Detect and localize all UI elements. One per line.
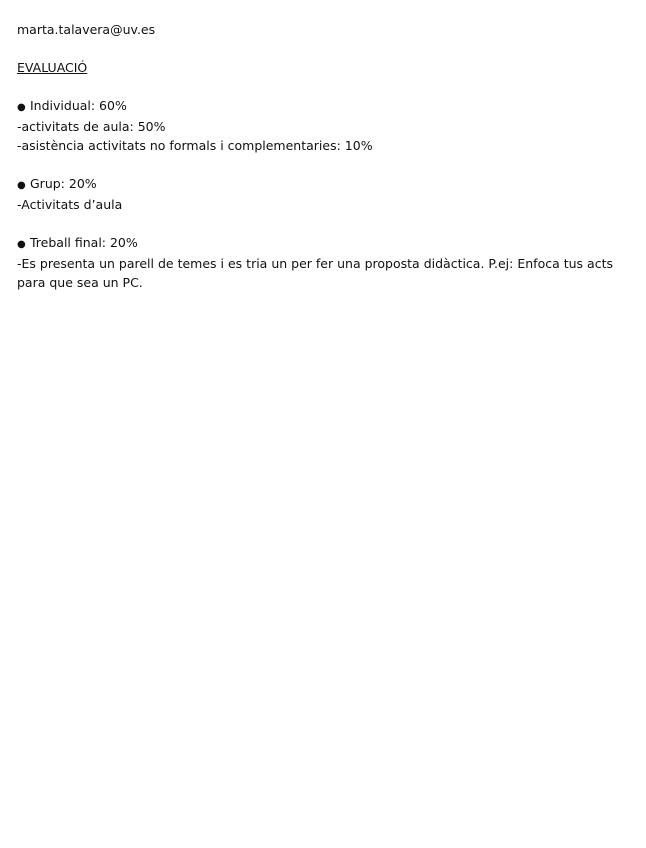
bullet-icon: ● <box>17 102 26 113</box>
bullet-label: Treball final: 20% <box>30 235 138 250</box>
evaluation-section-group <box>17 174 617 214</box>
spacer <box>17 77 617 96</box>
sub-item: -activitats de aula: 50% <box>17 119 166 134</box>
bullet-item <box>17 96 617 117</box>
section-heading: EVALUACIÓ <box>17 60 88 75</box>
spacer <box>17 155 617 174</box>
evaluation-section-individual <box>17 96 617 155</box>
spacer <box>17 214 617 233</box>
bullet-icon: ● <box>17 180 26 191</box>
bullet-item <box>17 174 617 195</box>
document-page <box>17 20 617 292</box>
bullet-label: Grup: 20% <box>30 176 97 191</box>
sub-item: -Activitats d’aula <box>17 197 123 212</box>
evaluation-section-final-work <box>17 233 617 292</box>
spacer <box>17 39 617 58</box>
sub-item: -asistència activitats no formals i complementaries: 10% <box>17 138 373 153</box>
bullet-item <box>17 233 617 254</box>
email-address: marta.talavera@uv.es <box>17 22 156 37</box>
bullet-label: Individual: 60% <box>30 98 127 113</box>
bullet-icon: ● <box>17 239 26 250</box>
sub-item-paragraph: -Es presenta un parell de temes i es tria un per fer una proposta didàctica. P.ej: Enfoca tus acts para que sea un PC. <box>17 256 613 290</box>
